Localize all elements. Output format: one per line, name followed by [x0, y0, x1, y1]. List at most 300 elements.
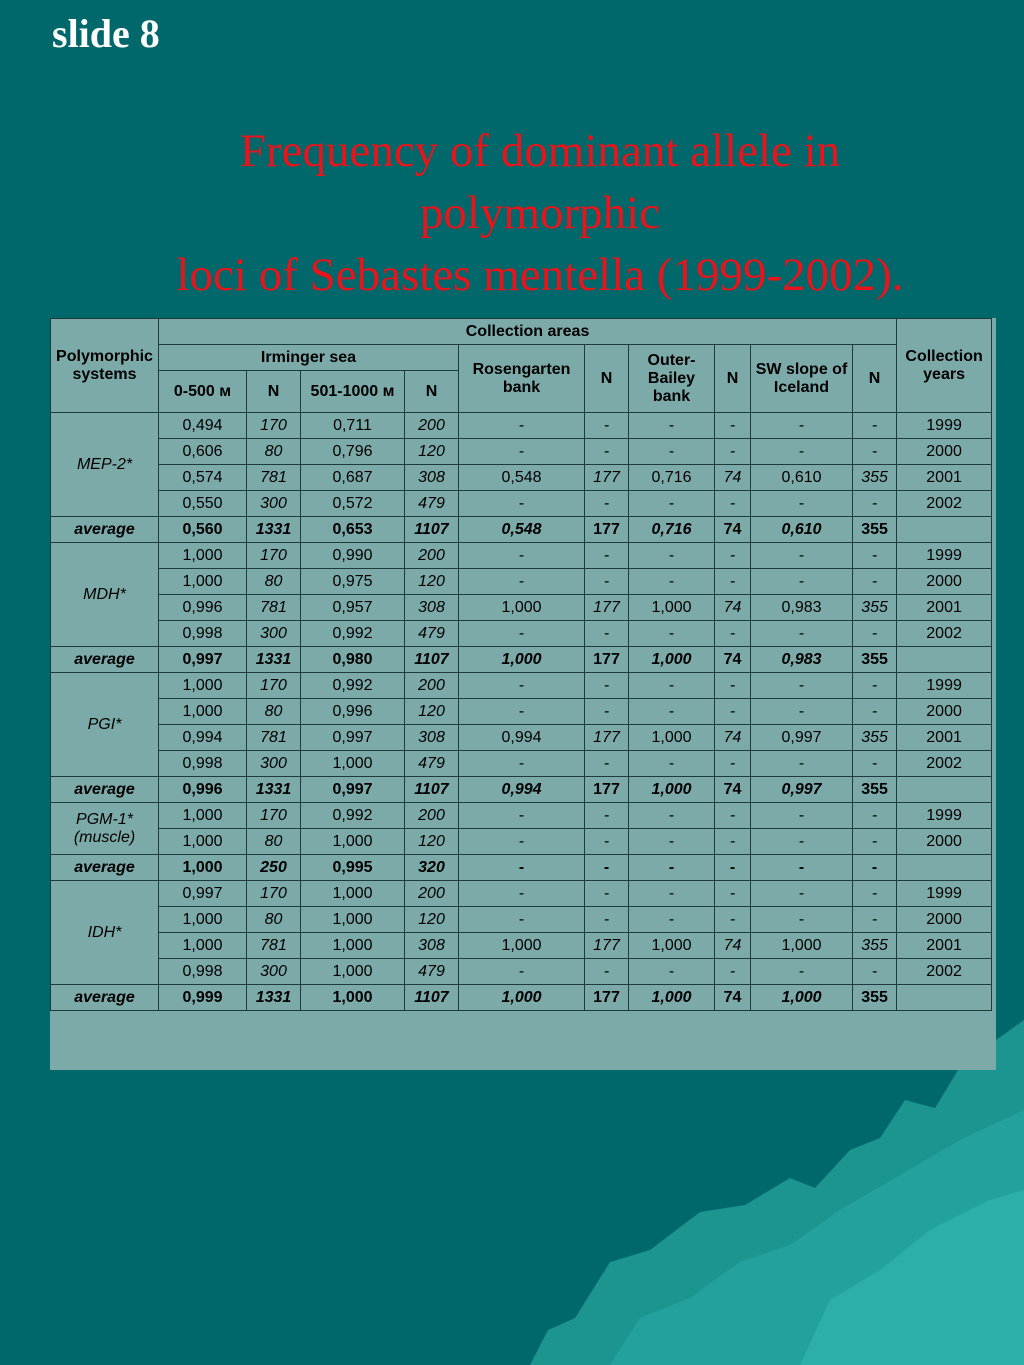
data-cell: 200 [405, 543, 459, 569]
data-cell: 1,000 [159, 673, 247, 699]
data-cell: 0,997 [301, 725, 405, 751]
data-cell: - [629, 751, 715, 777]
data-cell: - [715, 621, 751, 647]
table-row [51, 465, 992, 491]
data-cell: 0,994 [159, 725, 247, 751]
data-cell: 781 [247, 465, 301, 491]
data-cell: 0,998 [159, 621, 247, 647]
data-cell: - [751, 959, 853, 985]
data-cell: - [751, 751, 853, 777]
data-cell: 308 [405, 465, 459, 491]
data-cell: - [853, 699, 897, 725]
data-cell: 1,000 [301, 907, 405, 933]
data-cell: - [853, 881, 897, 907]
data-cell: - [459, 543, 585, 569]
data-cell: 0,975 [301, 569, 405, 595]
data-cell: - [585, 881, 629, 907]
data-cell: 300 [247, 959, 301, 985]
data-cell: 1,000 [159, 829, 247, 855]
polymorphic-system-cell: IDH* [51, 881, 159, 985]
data-cell: 170 [247, 543, 301, 569]
year-cell: 2000 [897, 829, 992, 855]
data-cell: 0,995 [301, 855, 405, 881]
data-cell: 781 [247, 725, 301, 751]
data-cell: 355 [853, 595, 897, 621]
data-cell: 0,610 [751, 465, 853, 491]
data-cell: - [715, 543, 751, 569]
data-cell: - [585, 907, 629, 933]
data-cell: 1,000 [301, 829, 405, 855]
data-cell: 0,716 [629, 465, 715, 491]
data-cell: - [459, 621, 585, 647]
data-cell: 74 [715, 725, 751, 751]
polymorphic-system-cell: MDH* [51, 543, 159, 647]
data-cell: - [629, 881, 715, 907]
data-cell: - [853, 959, 897, 985]
average-row [51, 517, 992, 543]
data-cell: - [853, 439, 897, 465]
year-cell: 2000 [897, 569, 992, 595]
table-row [51, 491, 992, 517]
table-row [51, 907, 992, 933]
table-row [51, 829, 992, 855]
data-cell: 74 [715, 777, 751, 803]
data-cell: 781 [247, 595, 301, 621]
table-row [51, 803, 992, 829]
data-cell: 177 [585, 647, 629, 673]
data-cell: - [585, 569, 629, 595]
data-cell: 170 [247, 881, 301, 907]
data-cell: - [629, 699, 715, 725]
data-cell: - [751, 803, 853, 829]
data-cell: 1331 [247, 985, 301, 1011]
data-cell: 0,997 [751, 777, 853, 803]
data-cell: 1107 [405, 517, 459, 543]
year-cell [897, 647, 992, 673]
data-cell: - [459, 673, 585, 699]
data-cell: 0,548 [459, 517, 585, 543]
year-cell: 2000 [897, 907, 992, 933]
data-cell: - [853, 621, 897, 647]
data-cell: 0,996 [301, 699, 405, 725]
data-cell: - [715, 855, 751, 881]
year-cell: 1999 [897, 543, 992, 569]
data-cell: - [629, 413, 715, 439]
average-label: average [51, 517, 159, 543]
data-cell: 80 [247, 699, 301, 725]
data-cell: 355 [853, 465, 897, 491]
data-cell: 0,574 [159, 465, 247, 491]
data-cell: 355 [853, 647, 897, 673]
data-cell: 355 [853, 517, 897, 543]
data-cell: - [459, 699, 585, 725]
data-cell: - [853, 673, 897, 699]
year-cell: 2002 [897, 491, 992, 517]
data-cell: 1,000 [159, 855, 247, 881]
data-cell: - [751, 569, 853, 595]
year-cell: 2001 [897, 725, 992, 751]
title-line-3: loci of Sebastes mentella (1999-2002). [176, 249, 904, 301]
data-cell: - [459, 569, 585, 595]
data-cell: - [751, 439, 853, 465]
data-cell: - [585, 855, 629, 881]
data-cell: - [853, 491, 897, 517]
data-cell: 1331 [247, 777, 301, 803]
data-cell: - [585, 491, 629, 517]
data-cell: 0,606 [159, 439, 247, 465]
data-cell: 177 [585, 777, 629, 803]
data-cell: 1,000 [629, 985, 715, 1011]
data-cell: 120 [405, 569, 459, 595]
data-cell: 0,796 [301, 439, 405, 465]
year-cell [897, 985, 992, 1011]
data-cell: 170 [247, 413, 301, 439]
data-cell: 177 [585, 465, 629, 491]
data-cell: 74 [715, 985, 751, 1011]
year-cell: 2002 [897, 959, 992, 985]
data-cell: 74 [715, 647, 751, 673]
data-cell: 0,548 [459, 465, 585, 491]
average-row [51, 985, 992, 1011]
data-cell: 479 [405, 621, 459, 647]
data-cell: 0,980 [301, 647, 405, 673]
data-cell: - [853, 413, 897, 439]
data-cell: 1,000 [629, 933, 715, 959]
data-cell: 0,992 [301, 673, 405, 699]
data-cell: - [715, 881, 751, 907]
data-cell: - [751, 907, 853, 933]
data-cell: 308 [405, 595, 459, 621]
data-cell: 80 [247, 439, 301, 465]
data-cell: - [715, 907, 751, 933]
data-cell: 300 [247, 491, 301, 517]
data-cell: 0,997 [159, 647, 247, 673]
allele-frequency-table [50, 318, 992, 1011]
data-cell: - [715, 699, 751, 725]
header-sw-slope-iceland: SW slope of Iceland [751, 345, 853, 413]
data-cell: 0,983 [751, 595, 853, 621]
data-cell: - [585, 751, 629, 777]
title-line-2: polymorphic [419, 187, 661, 239]
data-cell: - [629, 959, 715, 985]
data-cell: - [715, 673, 751, 699]
data-cell: 0,983 [751, 647, 853, 673]
data-cell: - [459, 491, 585, 517]
data-cell: 177 [585, 985, 629, 1011]
data-cell: 0,994 [459, 725, 585, 751]
data-cell: 0,996 [159, 777, 247, 803]
data-cell: 0,572 [301, 491, 405, 517]
year-cell: 2001 [897, 933, 992, 959]
data-cell: 0,560 [159, 517, 247, 543]
data-cell: - [751, 855, 853, 881]
data-cell: 1107 [405, 985, 459, 1011]
data-cell: - [715, 959, 751, 985]
year-cell: 1999 [897, 881, 992, 907]
data-cell: - [629, 673, 715, 699]
data-cell: - [853, 569, 897, 595]
data-cell: - [459, 829, 585, 855]
data-cell: 479 [405, 491, 459, 517]
data-cell: 308 [405, 725, 459, 751]
data-cell: 1,000 [629, 595, 715, 621]
year-cell: 2001 [897, 465, 992, 491]
data-cell: 355 [853, 725, 897, 751]
table-row [51, 673, 992, 699]
data-cell: 300 [247, 621, 301, 647]
table-row [51, 959, 992, 985]
data-cell: 0,997 [301, 777, 405, 803]
year-cell [897, 777, 992, 803]
data-cell: 200 [405, 803, 459, 829]
data-cell: 1331 [247, 517, 301, 543]
data-cell: - [459, 855, 585, 881]
table-row [51, 413, 992, 439]
data-cell: 320 [405, 855, 459, 881]
year-cell: 1999 [897, 673, 992, 699]
table-row [51, 595, 992, 621]
data-cell: 0,494 [159, 413, 247, 439]
data-cell: 1331 [247, 647, 301, 673]
data-cell: 781 [247, 933, 301, 959]
average-label: average [51, 777, 159, 803]
data-cell: 177 [585, 517, 629, 543]
header-n-depth1: N [247, 371, 301, 413]
data-cell: 170 [247, 803, 301, 829]
table-row [51, 751, 992, 777]
data-cell: 1,000 [459, 933, 585, 959]
year-cell: 2000 [897, 699, 992, 725]
year-cell: 1999 [897, 803, 992, 829]
data-cell: 0,550 [159, 491, 247, 517]
data-cell: 0,992 [301, 803, 405, 829]
table-row [51, 725, 992, 751]
data-cell: - [853, 829, 897, 855]
table-row [51, 569, 992, 595]
data-cell: 1,000 [301, 881, 405, 907]
table-panel [50, 318, 996, 1070]
data-cell: - [585, 829, 629, 855]
data-cell: - [853, 907, 897, 933]
header-irminger-sea: Irminger sea [159, 345, 459, 371]
data-cell: 0,610 [751, 517, 853, 543]
data-cell: 74 [715, 465, 751, 491]
data-cell: 1,000 [301, 751, 405, 777]
average-label: average [51, 985, 159, 1011]
header-depth-0-500: 0-500 м [159, 371, 247, 413]
data-cell: 1,000 [159, 569, 247, 595]
data-cell: 120 [405, 699, 459, 725]
data-cell: 80 [247, 569, 301, 595]
data-cell: - [751, 829, 853, 855]
data-cell: - [751, 699, 853, 725]
slide-label: slide 8 [52, 11, 160, 56]
data-cell: 120 [405, 829, 459, 855]
data-cell: - [629, 803, 715, 829]
data-cell: 479 [405, 751, 459, 777]
data-cell: 177 [585, 933, 629, 959]
data-cell: 308 [405, 933, 459, 959]
data-cell: 1,000 [159, 699, 247, 725]
data-cell: - [585, 803, 629, 829]
data-cell: 1,000 [459, 985, 585, 1011]
data-cell: 300 [247, 751, 301, 777]
data-cell: - [751, 491, 853, 517]
year-cell: 2002 [897, 621, 992, 647]
data-cell: 1,000 [629, 777, 715, 803]
header-polymorphic-systems: Polymorphic systems [51, 319, 159, 413]
table-row [51, 439, 992, 465]
title-line-1: Frequency of dominant allele in [239, 125, 841, 177]
data-cell: 0,997 [751, 725, 853, 751]
data-cell: 74 [715, 933, 751, 959]
data-cell: 1,000 [159, 907, 247, 933]
data-cell: - [751, 543, 853, 569]
year-cell [897, 517, 992, 543]
data-cell: - [751, 621, 853, 647]
data-cell: - [751, 413, 853, 439]
data-cell: 1,000 [629, 647, 715, 673]
data-cell: - [751, 881, 853, 907]
data-cell: 200 [405, 673, 459, 699]
data-cell: - [629, 907, 715, 933]
data-cell: 0,990 [301, 543, 405, 569]
data-cell: - [459, 907, 585, 933]
data-cell: - [459, 881, 585, 907]
data-cell: 1,000 [301, 933, 405, 959]
average-label: average [51, 647, 159, 673]
data-cell: 170 [247, 673, 301, 699]
year-cell: 2002 [897, 751, 992, 777]
data-cell: - [629, 621, 715, 647]
header-rosengarten-bank: Rosengarten bank [459, 345, 585, 413]
data-cell: 1,000 [629, 725, 715, 751]
data-cell: 1,000 [301, 985, 405, 1011]
data-cell: 74 [715, 595, 751, 621]
data-cell: - [459, 959, 585, 985]
data-cell: - [715, 751, 751, 777]
data-cell: 0,687 [301, 465, 405, 491]
data-cell: - [629, 543, 715, 569]
header-n-rosengarten: N [585, 345, 629, 413]
data-cell: 1,000 [459, 595, 585, 621]
header-collection-years: Collection years [897, 319, 992, 413]
average-label: average [51, 855, 159, 881]
data-cell: 80 [247, 829, 301, 855]
data-cell: - [585, 413, 629, 439]
data-cell: 177 [585, 595, 629, 621]
data-cell: 1,000 [751, 933, 853, 959]
data-cell: - [715, 803, 751, 829]
data-cell: - [751, 673, 853, 699]
year-cell: 2001 [897, 595, 992, 621]
polymorphic-system-cell: PGI* [51, 673, 159, 777]
data-cell: 1107 [405, 647, 459, 673]
header-collection-areas: Collection areas [159, 319, 897, 345]
data-cell: - [459, 439, 585, 465]
data-cell: 0,957 [301, 595, 405, 621]
data-cell: 1,000 [159, 543, 247, 569]
data-cell: - [585, 699, 629, 725]
data-cell: - [629, 855, 715, 881]
data-cell: - [585, 543, 629, 569]
data-cell: 0,994 [459, 777, 585, 803]
data-cell: 200 [405, 881, 459, 907]
average-row [51, 855, 992, 881]
table-row [51, 933, 992, 959]
average-row [51, 777, 992, 803]
data-cell: 1,000 [159, 803, 247, 829]
data-cell: 355 [853, 933, 897, 959]
data-cell: 0,998 [159, 751, 247, 777]
data-cell: - [853, 855, 897, 881]
data-cell: 1,000 [459, 647, 585, 673]
data-cell: - [715, 829, 751, 855]
data-cell: - [715, 413, 751, 439]
year-cell: 2000 [897, 439, 992, 465]
header-depth-501-1000: 501-1000 м [301, 371, 405, 413]
data-cell: 250 [247, 855, 301, 881]
data-cell: - [459, 413, 585, 439]
data-cell: 120 [405, 907, 459, 933]
table-row [51, 881, 992, 907]
table-row [51, 543, 992, 569]
data-cell: 0,653 [301, 517, 405, 543]
data-cell: 355 [853, 777, 897, 803]
data-cell: - [585, 621, 629, 647]
data-cell: 355 [853, 985, 897, 1011]
data-cell: - [585, 959, 629, 985]
data-cell: 74 [715, 517, 751, 543]
data-cell: 177 [585, 725, 629, 751]
data-cell: 1,000 [751, 985, 853, 1011]
table-row [51, 621, 992, 647]
data-cell: 1,000 [301, 959, 405, 985]
data-cell: - [853, 803, 897, 829]
header-n-sw-slope: N [853, 345, 897, 413]
header-n-outer-bailey: N [715, 345, 751, 413]
header-n-depth2: N [405, 371, 459, 413]
data-cell: 0,996 [159, 595, 247, 621]
data-cell: - [629, 439, 715, 465]
data-cell: - [585, 673, 629, 699]
average-row [51, 647, 992, 673]
slide-title [80, 120, 1000, 306]
polymorphic-system-cell: MEP-2* [51, 413, 159, 517]
polymorphic-system-cell: PGM-1* (muscle) [51, 803, 159, 855]
data-cell: - [715, 439, 751, 465]
table-row [51, 699, 992, 725]
data-cell: 1107 [405, 777, 459, 803]
data-cell: - [629, 829, 715, 855]
data-cell: 0,992 [301, 621, 405, 647]
data-cell: - [459, 803, 585, 829]
data-cell: 80 [247, 907, 301, 933]
data-cell: 0,997 [159, 881, 247, 907]
data-cell: 0,711 [301, 413, 405, 439]
data-cell: - [629, 569, 715, 595]
year-cell [897, 855, 992, 881]
data-cell: - [585, 439, 629, 465]
data-cell: - [853, 543, 897, 569]
data-cell: - [629, 491, 715, 517]
data-cell: 200 [405, 413, 459, 439]
data-cell: 0,998 [159, 959, 247, 985]
data-cell: 1,000 [159, 933, 247, 959]
data-cell: - [853, 751, 897, 777]
data-cell: - [459, 751, 585, 777]
data-cell: 120 [405, 439, 459, 465]
